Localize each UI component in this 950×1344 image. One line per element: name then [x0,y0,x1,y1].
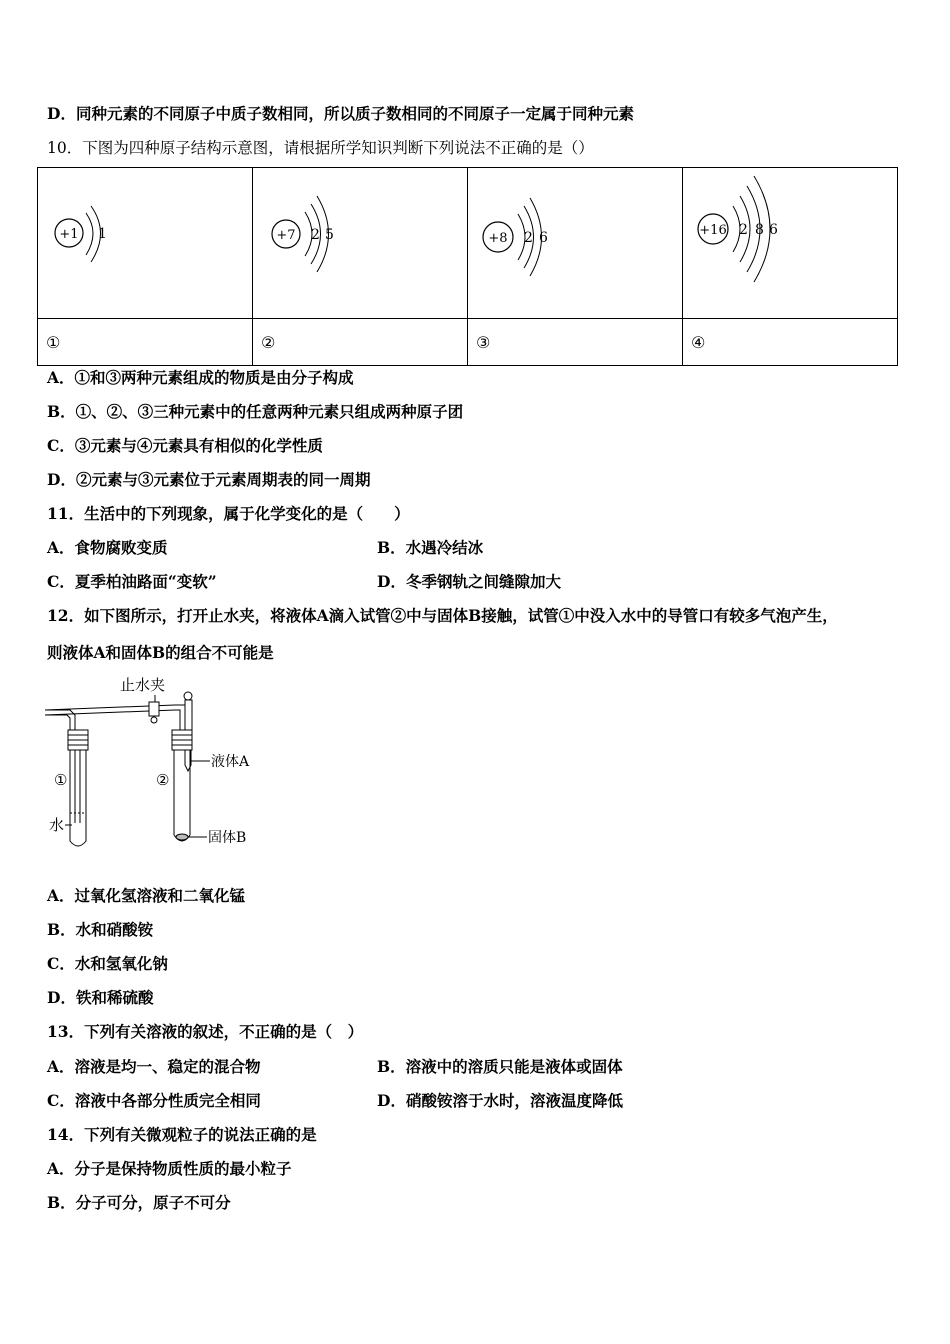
q14-option-b: B．分子可分，原子不可分 [47,1193,231,1212]
atom-3-electrons-2: 6 [539,230,548,246]
atom-label-3: ③ [468,319,683,366]
q10-stem: 10．下图为四种原子结构示意图，请根据所学知识判断下列说法不正确的是（） [47,139,594,157]
atom-4-electrons-3: 6 [769,222,778,238]
q11-option-c: C．夏季柏油路面“变软” [47,572,217,591]
q11-option-b: B．水遇冷结冰 [377,538,484,557]
atom-4-electrons-2: 8 [755,222,764,238]
atom-label-4: ④ [683,319,898,366]
atom-1-electrons-1: 1 [98,226,107,242]
dropper-bulb [184,692,192,700]
tube-2 [174,750,190,841]
tube-1 [70,750,86,846]
tube-1-label: ① [54,771,68,789]
q10-option-a: A．①和③两种元素组成的物质是由分子构成 [47,368,354,387]
clamp-body [149,702,159,716]
q10-option-b: B．①、②、③三种元素中的任意两种元素只组成两种原子团 [47,402,464,421]
q12-stem-line-2: 则液体A和固体B的组合不可能是 [47,643,274,662]
atom-structure-table [37,167,898,366]
q10-option-c: C．③元素与④元素具有相似的化学性质 [47,436,323,455]
q14-option-a: A．分子是保持物质性质的最小粒子 [47,1159,292,1178]
q12-option-c: C．水和氢氧化钠 [47,954,168,973]
atom-2-electrons-1: 2 [311,227,320,243]
atom-label-1: ① [38,319,253,366]
atom-4-svg [683,168,897,314]
q13-option-c: C．溶液中各部分性质完全相同 [47,1091,261,1110]
q12-option-a: A．过氧化氢溶液和二氧化锰 [47,886,246,905]
q14-stem: 14．下列有关微观粒子的说法正确的是 [47,1125,317,1144]
q12-option-d: D．铁和稀硫酸 [47,988,154,1007]
pipe-left-b [45,715,70,731]
atom-diagram-4 [683,168,898,319]
atom-2-svg [253,168,467,314]
atom-4-electrons-1: 2 [739,222,748,238]
atom-1-shell-1 [86,213,93,255]
water-label: 水 [49,816,65,834]
solid-b-label: 固体B [208,830,247,846]
clamp-screw [151,717,157,723]
q11-stem: 11．生活中的下列现象，属于化学变化的是（ ） [47,504,410,523]
atom-diagram-1 [38,168,253,319]
q13-stem: 13．下列有关溶液的叙述，不正确的是（ ） [47,1022,364,1041]
atom-1-nucleus-charge: +1 [59,227,79,242]
liquid-a-label: 液体A [211,754,250,770]
atom-2-nucleus-charge: +7 [276,228,296,243]
q13-option-b: B．溶液中的溶质只能是液体或固体 [377,1057,623,1076]
q13-option-a: A．溶液是均一、稳定的混合物 [47,1057,261,1076]
clamp-label: 止水夹 [120,676,166,694]
solid-b [176,834,188,840]
atom-3-svg [468,168,682,314]
q11-option-d: D．冬季钢轨之间缝隙加大 [377,572,561,591]
atom-1-svg [38,168,252,314]
q13-option-d: D．硝酸铵溶于水时，溶液温度降低 [377,1091,623,1110]
atom-3-nucleus-charge: +8 [488,231,508,246]
q10-option-d: D．②元素与③元素位于元素周期表的同一周期 [47,470,371,489]
pipe-right-b [175,710,180,731]
q11-option-a: A．食物腐败变质 [47,538,168,557]
atom-2-electrons-2: 5 [325,227,334,243]
atom-4-nucleus-charge: +16 [699,223,727,238]
atom-label-2: ② [253,319,468,366]
q12-stem-line-1: 12．如下图所示，打开止水夹，将液体A滴入试管②中与固体B接触，试管①中没入水中的导管口有较多气泡产生， [47,606,838,625]
dropper-body [185,700,192,730]
q12-option-b: B．水和硝酸铵 [47,920,154,939]
atom-diagram-3 [468,168,683,319]
tube-2-label: ② [156,771,170,789]
atom-diagram-2 [253,168,468,319]
atom-3-electrons-1: 2 [524,230,533,246]
q9-option-d: D．同种元素的不同原子中质子数相同，所以质子数相同的不同原子一定属于同种元素 [47,104,634,123]
apparatus-diagram [45,673,265,853]
